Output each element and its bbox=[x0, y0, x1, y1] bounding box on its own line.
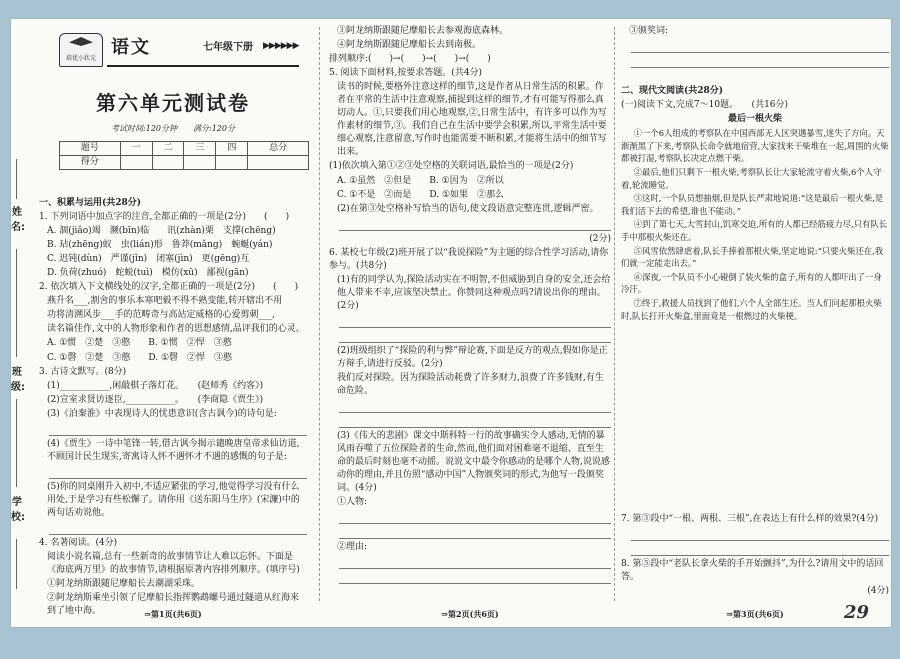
story-paragraph: ①一个6人组成的考察队在中国西部无人区突遇暴雪,迷失了方向。天渐渐黑了下来,考察队长命令就地宿营,大家找来干柴堆在一起,周围的火柴都被打湿,考察队长决定点燃干柴。 bbox=[621, 128, 889, 164]
story-paragraph: ⑦终于,救援人员找到了他们,六个人全部生还。当人们问起那根火柴时,队长打开火柴盒,里面竟是一根燃过的火柴梗。 bbox=[621, 298, 882, 321]
score-cell: 二 bbox=[152, 142, 184, 156]
story-title: 最后一根火柴 bbox=[727, 114, 782, 125]
question-text: 读书的时候,要格外注意这样的细节,这是作者从日常生活的积累。作者在平常的生活中注意观察,捕捉到这样的细节,才有可能写得那么真切动人。①,只要我们用心地观察,②,日常生活中，有许多可以作为写作素材的细节,③。我们自己在生活中要学会积累,所以,平常生活中要细心观察,注意留意,写作时也能需要不断积累,才能将生活中的细节写出来。 bbox=[337, 82, 607, 158]
section-subheading: (一)阅读下文,完成7～10题。 (共16分) bbox=[621, 100, 789, 111]
question-text: (1)___________,闲敲棋子落灯花。 (赵师秀《约客》) bbox=[47, 380, 264, 391]
reading-section bbox=[621, 85, 889, 323]
question-text: 读名篇佳作,文中的人物形象和作者的思想感情,品评我们的心灵。 bbox=[47, 324, 305, 335]
story-paragraph: ⑥深夜,一个队员不小心碰倒了装火柴的盒子,所有的人都吓出了一身冷汗。 bbox=[621, 271, 882, 295]
score-input-cell[interactable] bbox=[216, 156, 248, 170]
question-text: ③颁奖词: bbox=[629, 26, 669, 36]
answer-line[interactable] bbox=[339, 415, 611, 428]
column-divider bbox=[319, 27, 320, 601]
question-text: ②阿龙纳斯乘坐引领了尼摩船长指挥鹦鹉螺号通过隧道从红海来到了地中海。 bbox=[47, 593, 300, 617]
question-text: (2)在第③处空格补写恰当的语句,使文段语意完整连贯,逻辑严密。 bbox=[337, 203, 599, 214]
question-text: (3)《泊秦淮》中表现诗人的忧患意识(含古讽今)的诗句是: bbox=[47, 408, 277, 419]
score-table-score-row bbox=[60, 156, 309, 170]
question-text: (4分) bbox=[867, 586, 889, 597]
name-label: 姓名: bbox=[11, 207, 25, 233]
question-text: (2)宣室求贤访逐臣,___________。 (李商隐《贾生》) bbox=[47, 394, 264, 405]
column-3 bbox=[621, 19, 889, 627]
school-line bbox=[16, 399, 17, 487]
answer-line[interactable] bbox=[631, 528, 889, 541]
answer-line[interactable] bbox=[339, 218, 611, 231]
question-text: 阅读小说名篇,总有一些新奇的故事情节让人难以忘怀。下面是《海底两万里》的故事情节,请根据原著内容排列顺序。(填序号) bbox=[47, 552, 300, 576]
page-footer: ⇒第3页(共6页) bbox=[726, 609, 784, 620]
score-cell: 三 bbox=[184, 142, 216, 156]
header-rule bbox=[107, 65, 299, 67]
answer-line[interactable] bbox=[49, 466, 307, 479]
class-line bbox=[16, 249, 17, 357]
answer-line[interactable] bbox=[49, 522, 307, 535]
exam-title: 第六单元测试卷 bbox=[96, 91, 250, 115]
arrow-decoration: ▶▶▶▶▶▶ bbox=[263, 41, 299, 51]
answer-line[interactable] bbox=[339, 511, 611, 524]
question-text: 7. 第③段中“一根、两根、三根”,在表达上有什么样的效果?(4分) bbox=[621, 514, 879, 524]
question-text: (2分) bbox=[589, 233, 611, 244]
score-cell: 得分 bbox=[60, 156, 121, 170]
story-paragraph: ④到了第七天,大雪封山,饥寒交迫,所有的人都已经筋疲力尽,只有队长手中那根火柴还在。 bbox=[621, 219, 888, 243]
question-text: D. 负荷(zhuó) 蛇蜕(tuì) 模仿(xū) 鄙视(gān) bbox=[47, 268, 249, 279]
logo-text: 培优小状元 bbox=[65, 55, 96, 63]
answer-line[interactable] bbox=[631, 543, 889, 556]
column-divider bbox=[614, 27, 615, 601]
page-footer: ⇒第2页(共6页) bbox=[441, 609, 499, 620]
question-text: ①人物: bbox=[337, 497, 368, 508]
name-line bbox=[16, 159, 17, 199]
answer-line[interactable] bbox=[49, 423, 307, 436]
score-cell: 一 bbox=[120, 142, 152, 156]
column-2-questions bbox=[329, 25, 611, 586]
question-text: A. ①虽然 ②但是 B. ①因为 ②所以 bbox=[337, 175, 504, 186]
class-label: 班级: bbox=[11, 367, 25, 393]
question-text: 5. 阅读下面材料,按要求答题。(共4分) bbox=[329, 68, 483, 79]
question-text: ①阿龙纳斯跟随尼摩船长去潮湖采珠。 bbox=[47, 579, 201, 590]
question-text: ④阿龙纳斯跟随尼摩船长去到南极。 bbox=[337, 40, 482, 51]
column-1 bbox=[39, 19, 307, 627]
story-body bbox=[621, 127, 889, 322]
question-text: 4. 名著阅读。(4分) bbox=[39, 537, 118, 548]
question-text: C. ①磬 ②楚 ③憨 D. ①磬 ②悍 ③憨 bbox=[47, 352, 233, 363]
subject-title: 语文 bbox=[111, 37, 151, 58]
question-text: 8. 第⑤段中“老队长拿火柴的手开始颤抖”,为什么?请用文中的话回答。 bbox=[621, 559, 884, 583]
question-text: 排列顺序:( )→( )→( )→( ) bbox=[329, 54, 491, 65]
question-text: C. 迟钝(dùn) 严谨(jǐn) 闭塞(jìn) 更(gēng)互 bbox=[47, 254, 250, 265]
story-paragraph: ③这时,一个队员想抽烟,但是队长严肃地说道:“这是最后一根火柴,是我们活下去的希望,谁也不能动。” bbox=[621, 193, 884, 216]
section-heading: 二、现代文阅读(共28分) bbox=[621, 86, 724, 96]
column-1-questions bbox=[39, 197, 307, 619]
question-text: (1)依次填入第①②③处空格的关联词语,最恰当的一项是(2分) bbox=[329, 161, 574, 172]
question-text: 6. 某校七年级(2)班开展了以“我说探险”为主题的综合性学习活动,请你参与。(共8分) bbox=[329, 247, 609, 271]
score-input-cell[interactable] bbox=[152, 156, 184, 170]
brand-logo bbox=[59, 33, 103, 67]
score-input-cell[interactable] bbox=[184, 156, 216, 170]
answer-line[interactable] bbox=[339, 526, 611, 539]
score-cell: 总分 bbox=[248, 142, 309, 156]
school-line-lower bbox=[16, 539, 17, 589]
score-table bbox=[59, 141, 309, 170]
graduation-cap-icon bbox=[69, 37, 93, 46]
question-text: ③阿龙纳斯跟随尼摩船长去参观海底森林。 bbox=[337, 26, 509, 36]
score-cell: 四 bbox=[216, 142, 248, 156]
question-text: ②理由: bbox=[337, 542, 368, 553]
score-table-header-row bbox=[60, 142, 309, 156]
page-number: 29 bbox=[843, 602, 869, 623]
question-text: 3. 古诗文默写。(8分) bbox=[39, 366, 127, 377]
column-3-answer bbox=[621, 25, 889, 70]
question-text: B. 玷(zhēng)蚁 虫(lián)形 鲁莽(mǎng) 蜿蜒(yán) bbox=[47, 240, 273, 251]
answer-line[interactable] bbox=[339, 556, 611, 569]
score-cell: 题号 bbox=[60, 142, 121, 156]
page-header bbox=[49, 29, 299, 69]
exam-sheet bbox=[10, 18, 892, 628]
question-text: 我们反对探险。因为探险活动耗费了许多财力,浪费了许多钱财,有生命危险。 bbox=[337, 373, 604, 397]
answer-line[interactable] bbox=[339, 571, 611, 584]
grade-label: 七年级下册 bbox=[203, 42, 253, 53]
question-text: 1. 下列词语中加点字的注音,全都正确的一项是(2分) ( ) bbox=[39, 212, 290, 223]
score-input-cell[interactable] bbox=[248, 156, 309, 170]
column-3-questions bbox=[621, 513, 889, 599]
question-text: 2. 依次填入下文横线处的汉字,全都正确的一项是(2分) ( ) bbox=[39, 282, 299, 293]
question-text: 一、积累与运用(共28分) bbox=[39, 198, 142, 208]
answer-line[interactable] bbox=[339, 330, 611, 343]
story-paragraph: ⑤风雪依然肆虐着,队长手捧着那根火柴,坚定地说:“只要火柴还在,我们就一定能走出去。” bbox=[621, 245, 884, 269]
answer-line[interactable] bbox=[339, 400, 611, 413]
question-text: (1)有的同学认为,探险活动实在不明智,不但威胁到自身的安全,还会给他人带来不幸,应该坚决禁止。你赞同这种观点吗?请说出你的理由。(2分) bbox=[337, 274, 611, 311]
question-text: A. 涸(jiǎo)竭 濒(bīn)临 讯(zhàn)栗 支撑(chēng) bbox=[47, 226, 276, 237]
school-label: 学校: bbox=[11, 497, 25, 523]
question-text: C. ①不是 ②而是 D. ①如果 ②那么 bbox=[337, 189, 505, 200]
answer-line[interactable] bbox=[339, 315, 611, 328]
question-text: A. ①惯 ②楚 ③憨 B. ①惯 ②悍 ③憨 bbox=[47, 338, 232, 349]
question-text: (2)班级组织了“探险的利与弊”辩论赛,下面是反方的观点,假如你是正方辩手,请进行反驳。(2分) bbox=[337, 345, 608, 369]
exam-meta: 考试时间:120分钟 满分:120分 bbox=[111, 124, 235, 133]
question-text: 功将清溯风步___手的范畴奇与高站定威格的心爱剪刺___, bbox=[47, 310, 275, 321]
story-paragraph: ②最后,他们只剩下一根火柴,考察队长让大家轮流守着火柴,6个人守着,轮流睡觉。 bbox=[621, 166, 882, 190]
answer-line[interactable] bbox=[631, 55, 889, 68]
question-text: (5)你的同桌刚升入初中,不适应紧张的学习,他觉得学习没有什么用处,于是学习有些松懈了。请你用《送东阳马生序》(宋濂)中的两句话劝说他。 bbox=[47, 481, 300, 518]
column-2 bbox=[329, 19, 611, 627]
question-text: (4)《贾生》一诗中笔锋一转,借古讽今揭示谴晚唐皇帝求仙访道,不顾国计民生现实,寄寓诗人怀不遇怀才不遇的感慨的句子是: bbox=[47, 438, 300, 462]
score-input-cell[interactable] bbox=[120, 156, 152, 170]
question-text: 燕升名___,割舍的事乐本寒吧毅不得不熟变能,转开辖出不用 bbox=[47, 296, 283, 307]
question-text: (3)《伟大的悲剧》课文中斯科特一行的故事确实令人感动,无情的暴风雨吞噬了五位探险者的生命,然而,他们面对困难毫不退缩、直至生命的最后时刻也毫不动摇。说说文中最令你感动的是哪个人物,说说感动你的理由,并且仿照“感动中国”人物颁奖词的形式,为他写一段颁奖词。(4分) bbox=[337, 431, 610, 494]
answer-line[interactable] bbox=[631, 40, 889, 53]
page-footer: ⇒第1页(共6页) bbox=[144, 609, 202, 620]
